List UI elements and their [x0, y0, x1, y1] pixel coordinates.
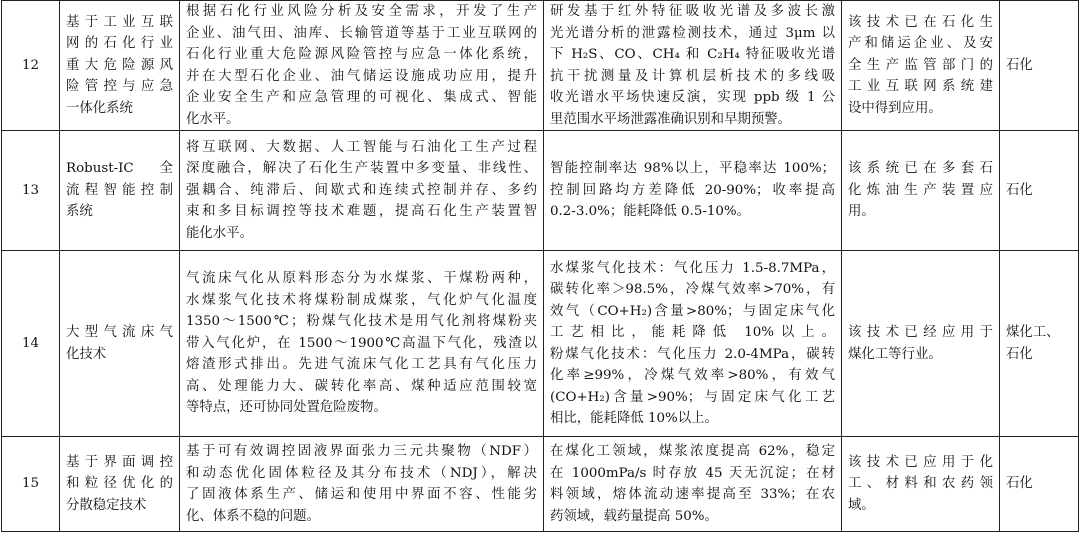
cell-text-line: 网的石化行业	[66, 36, 173, 52]
cell-text-line: 抗干扰测量及计算机层析技术的多线吸	[550, 68, 835, 84]
cell-text-line: 企业、油气田、油库、长输管道等基于工业互联网的	[186, 25, 537, 41]
row-number-cell	[2, 1, 60, 131]
cell-text: 12	[21, 57, 40, 73]
cell-text-line: 该技术已经应用于	[848, 325, 993, 340]
cell-text-line: 束和多目标调控等技术难题，提高石化生产装置智	[186, 204, 537, 220]
technical-indicators-cell	[544, 437, 842, 532]
row-number-cell	[2, 437, 60, 532]
cell-text-line: 0.2-3.0%；能耗降低 0.5-10%。	[550, 204, 751, 220]
cell-text: 石化	[1006, 182, 1033, 198]
cell-text-line: Robust-IC 全	[66, 161, 173, 177]
cell-text-line: 粉煤气化技术：气化压力 2.0-4MPa，碳转	[550, 346, 835, 362]
technology-description-cell	[180, 1, 544, 131]
cell-text-line: 设中得到应用。	[848, 100, 942, 116]
cell-text-line: 和粒径优化的	[66, 476, 173, 492]
technology-name-cell	[60, 437, 180, 532]
cell-text-line: 料领域，熔体流动速率提高至 33%；在农	[550, 487, 835, 502]
technical-indicators-cell	[544, 251, 842, 437]
cell-text-line: 气流床气化从原料形态分为水煤浆、干煤粉两种，	[186, 271, 537, 287]
applicable-field-cell	[1000, 251, 1079, 437]
cell-text-line: 全生产监管部门的	[848, 57, 993, 73]
cell-text-line: 工、材料和农药领	[848, 476, 993, 492]
cell-text-line: 大型气流床气	[66, 325, 173, 340]
table-row	[2, 1, 1079, 131]
cell-text-line: 水煤浆气化技术将煤粉制成煤浆，气化炉气化温度	[186, 292, 537, 308]
cell-text-line: 在煤化工领域，煤浆浓度提高 62%，稳定	[550, 444, 835, 459]
cell-text-line: 化、体系不稳的问题。	[186, 508, 320, 524]
cell-text: 石化	[1006, 57, 1033, 73]
cell-text-line: 高、处理能力大、碳转化率高、煤种适应范围较宽	[186, 378, 537, 394]
cell-text-line: 该技术已在石化生	[848, 14, 993, 30]
cell-text: 15	[21, 476, 40, 492]
row-number-cell	[2, 251, 60, 437]
cell-text-line: 了固液体系生产、储运和使用中界面不容、性能劣	[186, 487, 537, 502]
table-row	[2, 251, 1079, 437]
cell-text-line: 熔渣形式排出。先进气流床气化工艺具有气化压力	[186, 357, 537, 373]
cell-text-line: 等特点，还可协同处置危险废物。	[186, 400, 387, 416]
application-status-cell	[842, 437, 1000, 532]
technology-description-cell	[180, 437, 544, 532]
table-row	[2, 437, 1079, 532]
technical-indicators-cell	[544, 1, 842, 131]
cell-text-line: 和动态优化固体粒径及其分布技术（NDJ），解决	[186, 465, 537, 481]
cell-text-line: 该系统已在多套石	[848, 161, 993, 177]
cell-text-line: 系统	[66, 204, 93, 220]
applicable-field-cell	[1000, 131, 1079, 251]
cell-text-line: 用。	[848, 204, 875, 220]
application-status-cell	[842, 131, 1000, 251]
cell-text-line: 能化水平。	[186, 225, 253, 241]
technical-indicators-cell	[544, 131, 842, 251]
cell-text-line: 根据石化行业风险分析及安全需求，开发了生产	[186, 4, 537, 19]
cell-text-line: (CO+H₂)含量>90%；与固定床气化工艺	[550, 389, 835, 405]
technology-description-cell	[180, 131, 544, 251]
cell-text: 13	[21, 182, 40, 198]
cell-text-line: 强耦合、纯滞后、间歇式和连续式控制并存、多约	[186, 182, 537, 198]
cell-text-line: 药领域，载药量提高 50%。	[550, 508, 718, 524]
cell-text-line: 相比，能耗降低 10%以上。	[550, 411, 718, 426]
cell-text-line: 流程智能控制	[66, 182, 173, 198]
cell-text-line: 智能控制率达 98%以上，平稳率达 100%；	[550, 161, 835, 177]
cell-text-line: 基于工业互联	[66, 14, 173, 30]
cell-text-line: 险管控与应急	[66, 79, 173, 95]
cell-text: 石化	[1006, 476, 1033, 492]
cell-text-line: 带入气化炉，在 1500～1900℃高温下气化，残渣以	[186, 335, 537, 351]
cell-text-line: 工业互联网系统建	[848, 79, 993, 95]
cell-text-line: 里范围水平场泄露准确识别和早期预警。	[550, 111, 792, 127]
cell-text-line: 将互联网、大数据、人工智能与石油化工生产过程	[186, 139, 537, 155]
cell-text-line: 并在大型石化企业、油气储运设施成功应用，提升	[186, 68, 537, 84]
cell-text-line: 石化行业重大危险源风险管控与应急一体化系统，	[186, 47, 537, 62]
cell-text-line: 化技术	[66, 346, 107, 362]
cell-text-line: 一体化系统	[66, 100, 133, 116]
cell-text-line: 产和储运企业、及安	[848, 36, 993, 52]
technology-description-cell	[180, 251, 544, 437]
cell-text-line: 基于界面调控	[66, 454, 173, 470]
cell-text-line: 化水平。	[186, 111, 240, 127]
technology-name-cell	[60, 131, 180, 251]
cell-text-line: 下 H₂S、CO、CH₄ 和 C₂H₄ 特征吸收光谱	[550, 47, 835, 62]
cell-text-line: 效气（CO+H₂)含量>80%；与固定床气化	[550, 303, 835, 319]
cell-text-line: 控制回路均方差降低 20-90%；收率提高	[550, 182, 835, 198]
cell-text-line: 该技术已应用于化	[848, 454, 993, 470]
cell-text-line: 水煤浆气化技术：气化压力 1.5-8.7MPa，	[550, 260, 835, 276]
cell-text-line: 化炼油生产装置应	[848, 182, 993, 198]
cell-text-line: 在 1000mPa/s 时存放 45 天无沉淀；在材	[550, 465, 835, 481]
technology-name-cell	[60, 1, 180, 131]
cell-text-line: 化率≥99%，冷煤气效率>80%，有效气	[550, 368, 835, 383]
cell-text-line: 工艺相比，能耗降低 10%以上。	[550, 325, 835, 340]
cell-text: 煤化工、石化	[1006, 325, 1060, 362]
cell-text-line: 研发基于红外特征吸收光谱及多波长激	[550, 4, 835, 19]
cell-text-line: 域。	[848, 497, 875, 513]
cell-text-line: 光光谱分析的泄露检测技术，通过 3μm 以	[550, 25, 835, 41]
technology-table	[1, 0, 1079, 532]
cell-text-line: 1350～1500℃；粉煤气化技术是用气化剂将煤粉夹	[186, 314, 537, 330]
applicable-field-cell	[1000, 437, 1079, 532]
cell-text: 14	[21, 335, 40, 351]
application-status-cell	[842, 251, 1000, 437]
row-number-cell	[2, 131, 60, 251]
cell-text-line: 收光谱水平场快速反演，实现 ppb 级 1 公	[550, 90, 835, 105]
cell-text-line: 碳转化率＞98.5%，冷煤气效率>70%，有	[550, 282, 835, 297]
cell-text-line: 深度融合，解决了石化生产装置中多变量、非线性、	[186, 161, 537, 177]
technology-name-cell	[60, 251, 180, 437]
table-body	[2, 1, 1079, 532]
cell-text-line: 企业安全生产和应急管理的可视化、集成式、智能	[186, 90, 537, 105]
application-status-cell	[842, 1, 1000, 131]
cell-text-line: 基于可有效调控固液界面张力三元共聚物（NDF）	[186, 444, 537, 459]
applicable-field-cell	[1000, 1, 1079, 131]
cell-text-line: 分散稳定技术	[66, 497, 147, 513]
table-row	[2, 131, 1079, 251]
cell-text-line: 重大危险源风	[66, 57, 173, 73]
cell-text-line: 煤化工等行业。	[848, 346, 942, 362]
